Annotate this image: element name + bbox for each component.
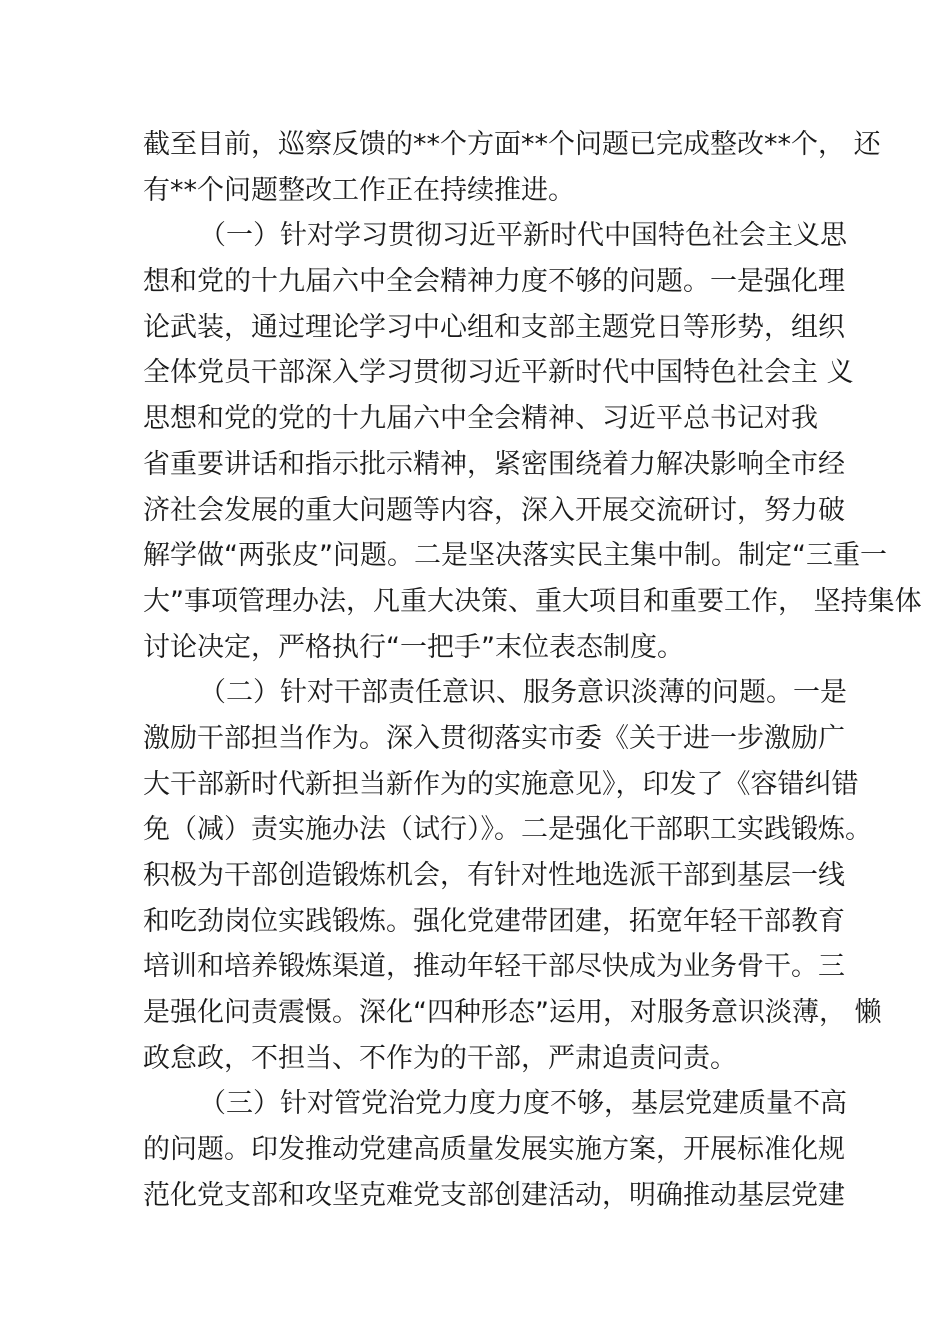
text-line: 是强化问责震慑。深化“四种形态”运用，对服务意识淡薄， 懒 xyxy=(143,997,882,1029)
text-line: 解学做“两张皮”问题。二是坚决落实民主集中制。制定“三重一 xyxy=(143,540,887,572)
text-line: 论武装，通过理论学习中心组和支部主题党日等形势，组织 xyxy=(143,311,845,343)
text-line: 激励干部担当作为。深入贯彻落实市委《关于进一步激励广 xyxy=(143,722,845,754)
text-line: 培训和培养锻炼渠道，推动年轻干部尽快成为业务骨干。三 xyxy=(143,951,845,983)
section-3-heading-line: （三）针对管党治党力度力度不够，基层党建质量不高 xyxy=(199,1088,847,1120)
text-line: 的问题。印发推动党建高质量发展实施方案，开展标准化规 xyxy=(143,1134,845,1166)
text-line: 和吃劲岗位实践锻炼。强化党建带团建，拓宽年轻干部教育 xyxy=(143,905,845,937)
text-line: 截至目前，巡察反馈的**个方面**个问题已完成整改**个， 还 xyxy=(143,129,881,160)
text-line: 范化党支部和攻坚克难党支部创建活动，明确推动基层党建 xyxy=(143,1179,845,1211)
section-1-heading-line: （一）针对学习贯彻习近平新时代中国特色社会主义思 xyxy=(199,220,847,252)
text-line: 政怠政，不担当、不作为的干部，严肃追责问责。 xyxy=(143,1042,737,1074)
text-line: 讨论决定，严格执行“一把手”末位表态制度。 xyxy=(143,631,684,663)
text-line: 大干部新时代新担当新作为的实施意见》，印发了《容错纠错 xyxy=(143,768,859,800)
text-line: 想和党的十九届六中全会精神力度不够的问题。一是强化理 xyxy=(143,266,845,298)
text-line: 济社会发展的重大问题等内容，深入开展交流研讨，努力破 xyxy=(143,494,845,526)
text-line: 积极为干部创造锻炼机会，有针对性地选派干部到基层一线 xyxy=(143,860,845,891)
text-line: 思想和党的党的十九届六中全会精神、习近平总书记对我 xyxy=(143,403,818,435)
text-line: 免（减）责实施办法（试行）》。二是强化干部职工实践锻炼。 xyxy=(143,814,872,846)
text-line: 全体党员干部深入学习贯彻习近平新时代中国特色社会主 义 xyxy=(143,357,854,389)
section-2-heading-line: （二）针对干部责任意识、服务意识淡薄的问题。一是 xyxy=(199,677,847,709)
text-line: 有**个问题整改工作正在持续推进。 xyxy=(143,174,575,206)
document-body xyxy=(143,122,922,1219)
text-line: 大”事项管理办法，凡重大决策、重大项目和重要工作， 坚持集体 xyxy=(143,585,922,617)
text-line: 省重要讲话和指示批示精神，紧密围绕着力解决影响全市经 xyxy=(143,448,845,480)
